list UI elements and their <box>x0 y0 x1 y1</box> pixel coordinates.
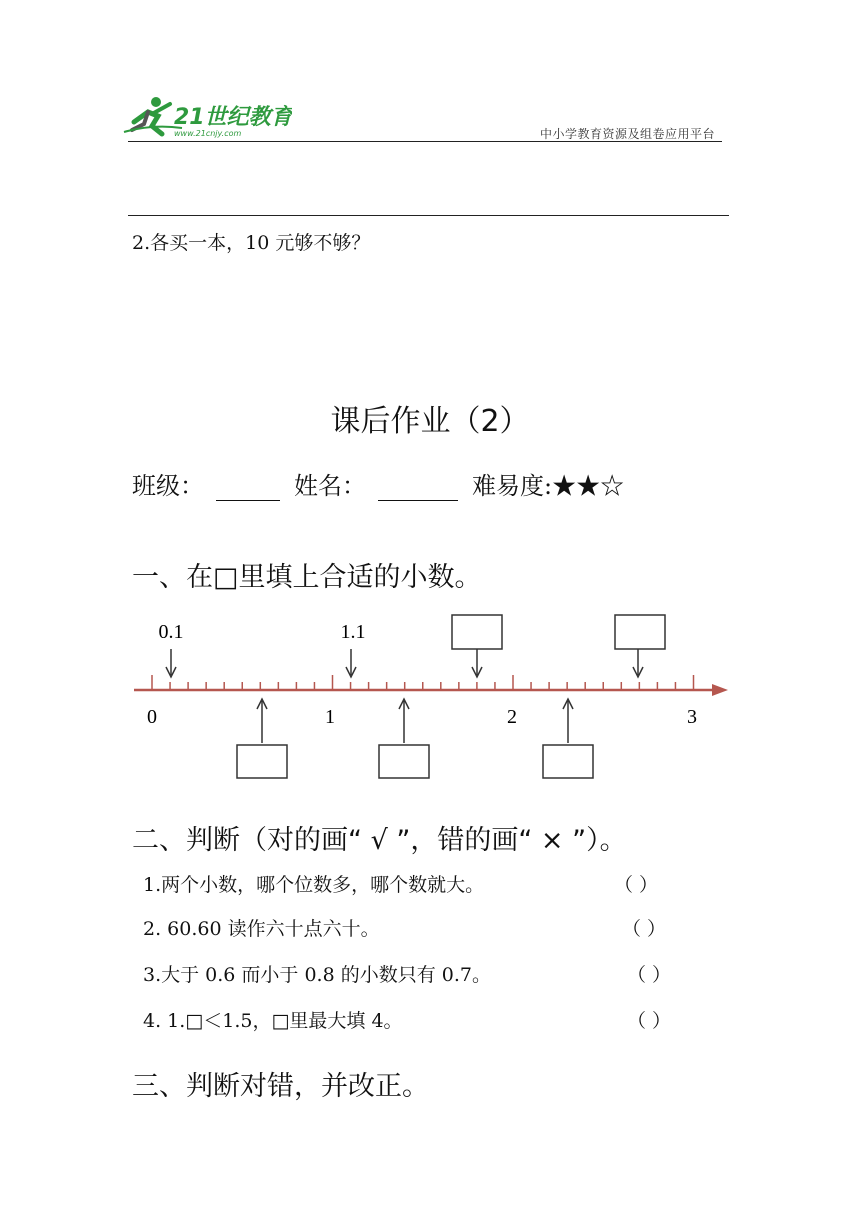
class-label: 班级： <box>132 472 204 500</box>
answer-box-bottom-2 <box>379 745 429 778</box>
logo-text: 21世纪教育 <box>174 105 292 130</box>
logo-url: www.21cnjy.com <box>174 129 242 138</box>
previous-question: 2.各买一本，10 元够不够？ <box>132 232 371 254</box>
answer-paren-2[interactable]: （ ） <box>622 918 667 940</box>
answer-box-bottom-3 <box>543 745 593 778</box>
answer-paren-4[interactable]: （ ） <box>627 1010 672 1032</box>
header-divider <box>128 141 722 142</box>
page-title: 课后作业（2） <box>330 404 530 439</box>
given-label-1-1: 1.1 <box>340 621 366 643</box>
judge-item-text: 4. 1.□＜1.5，□里最大填 4。 <box>143 1010 403 1032</box>
judge-item-2 <box>143 914 380 941</box>
axis-label-2: 2 <box>507 706 517 728</box>
number-line-figure <box>128 605 738 785</box>
axis-label-3: 3 <box>687 706 697 728</box>
number-line-svg <box>128 605 738 785</box>
answer-paren-3[interactable]: （ ） <box>627 964 672 986</box>
judge-item-text: 2. 60.60 读作六十点六十。 <box>143 918 380 940</box>
name-blank[interactable] <box>378 472 458 501</box>
given-label-0-1: 0.1 <box>158 621 184 643</box>
judge-item-3 <box>143 960 491 987</box>
judge-item-1 <box>143 870 484 897</box>
axis-label-0: 0 <box>147 706 157 728</box>
header-tagline: 中小学教育资源及组卷应用平台 <box>540 127 716 141</box>
judge-item-text: 1.两个小数，哪个位数多，哪个数就大。 <box>143 874 485 896</box>
section1-heading: 一、在□里填上合适的小数。 <box>132 562 482 593</box>
section-divider <box>128 215 729 216</box>
answer-box-top-2 <box>615 615 665 649</box>
site-logo <box>122 94 292 140</box>
section2-heading: 二、判断（对的画“ √ ”，错的画“ × ”）。 <box>132 825 627 856</box>
answer-box-bottom-1 <box>237 745 287 778</box>
answer-box-top-1 <box>452 615 502 649</box>
student-info-row <box>132 466 624 501</box>
section3-heading: 三、判断对错，并改正。 <box>132 1071 429 1102</box>
class-blank[interactable] <box>216 472 280 501</box>
name-label: 姓名： <box>294 472 366 500</box>
judge-item-text: 3.大于 0.6 而小于 0.8 的小数只有 0.7。 <box>143 964 491 986</box>
axis-ticks <box>152 675 694 690</box>
answer-paren-1[interactable]: （ ） <box>614 874 659 896</box>
difficulty-label: 难易度:★★☆ <box>472 472 625 500</box>
axis-arrowhead <box>712 684 728 696</box>
judge-item-4 <box>143 1006 403 1033</box>
axis-label-1: 1 <box>325 706 335 728</box>
